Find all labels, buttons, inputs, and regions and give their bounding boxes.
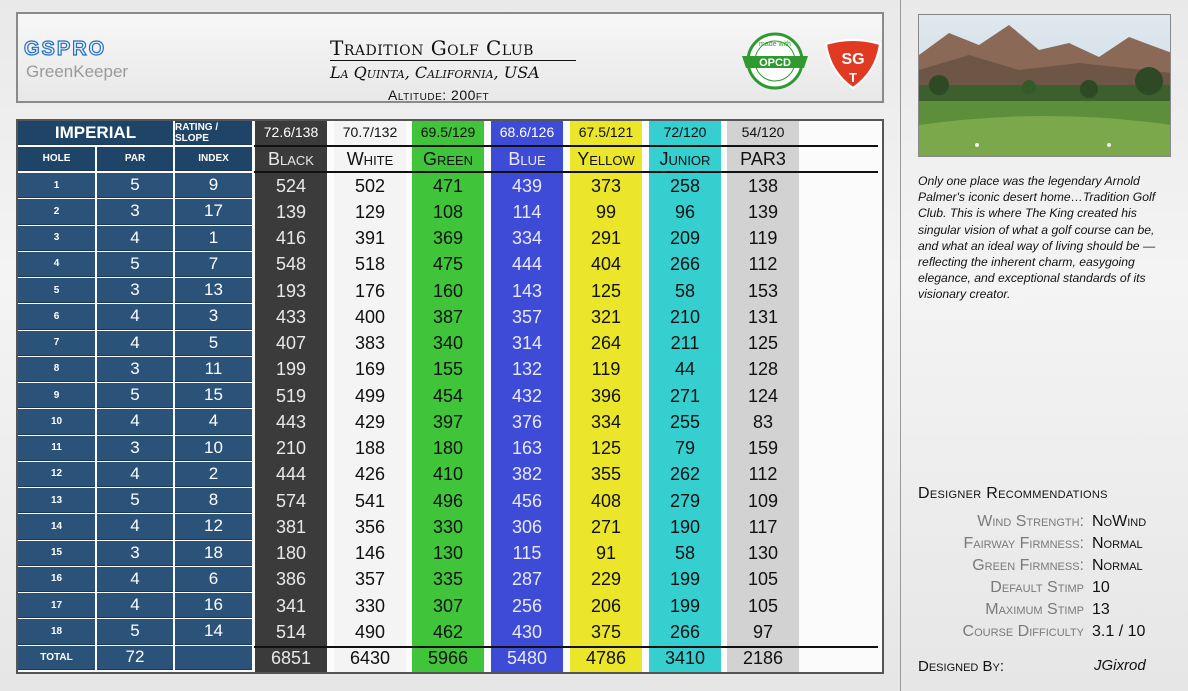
hole-number: 8 [18, 357, 95, 382]
hole-yardage: 125 [747, 333, 779, 354]
hole-yardage: 396 [590, 385, 622, 406]
hole-par: 3 [97, 541, 173, 566]
hole-yardage: 210 [669, 306, 701, 327]
hole-yardage: 376 [511, 411, 543, 432]
hole-par: 4 [97, 514, 173, 539]
hole-index: 9 [175, 173, 252, 198]
hole-yardage: 387 [432, 306, 464, 327]
hole-index: 15 [175, 383, 252, 408]
hole-yardage: 112 [748, 254, 778, 275]
gspro-logo: GSPRO [24, 38, 107, 60]
hole-yardage: 199 [275, 359, 307, 380]
hole-number: 13 [18, 488, 95, 513]
hole-yardage: 314 [511, 333, 543, 354]
hole-number: 7 [18, 331, 95, 356]
hole-index: 6 [175, 567, 252, 592]
recommendation-row [918, 579, 1168, 601]
hole-par: 4 [97, 567, 173, 592]
hole-yardage: 266 [669, 254, 701, 275]
hole-yardage: 124 [747, 385, 779, 406]
hole-yardage: 271 [590, 516, 622, 537]
recommendation-label: Course Difficulty [962, 623, 1084, 640]
hole-yardage: 340 [432, 333, 464, 354]
hole-index: 2 [175, 462, 252, 487]
hole-yardage: 383 [354, 333, 386, 354]
hole-yardage: 115 [512, 543, 542, 564]
hole-yardage: 430 [511, 621, 543, 642]
hole-par: 3 [97, 278, 173, 303]
hole-yardage: 58 [674, 280, 696, 301]
hole-yardage: 471 [432, 175, 464, 196]
hole-par: 4 [97, 331, 173, 356]
hole-yardage: 159 [747, 438, 779, 459]
hole-yardage: 391 [354, 228, 386, 249]
recommendation-row [918, 535, 1168, 557]
tee-total-yardage: 2186 [742, 648, 784, 668]
recommendation-row [918, 557, 1168, 579]
hole-yardage: 410 [432, 464, 464, 485]
hole-index: 16 [175, 593, 252, 618]
altitude: Altitude: 200ft [388, 87, 490, 103]
hole-par: 3 [97, 436, 173, 461]
imperial-label: IMPERIAL [18, 121, 173, 145]
hole-par: 5 [97, 173, 173, 198]
hole-yardage: 432 [511, 385, 543, 406]
hole-number: 15 [18, 541, 95, 566]
tee-rating-slope: 67.5/121 [570, 121, 642, 143]
hole-yardage: 199 [669, 595, 701, 616]
hole-yardage: 519 [275, 385, 307, 406]
recommendation-value: Normal [1092, 557, 1143, 574]
hole-index: 11 [175, 357, 252, 382]
hole-yardage: 369 [432, 228, 464, 249]
index-column-header: INDEX [175, 147, 252, 171]
tee-total-yardage: 5966 [427, 648, 469, 668]
header-banner [16, 12, 884, 103]
hole-number: 3 [18, 226, 95, 251]
hole-yardage: 119 [591, 359, 621, 380]
recommendation-label: Wind Strength: [977, 513, 1084, 530]
hole-par: 5 [97, 383, 173, 408]
tee-rating-slope: 72/120 [649, 121, 721, 143]
hole-par: 5 [97, 488, 173, 513]
hole-yardage: 125 [590, 438, 622, 459]
hole-yardage: 306 [511, 516, 543, 537]
hole-yardage: 496 [432, 490, 464, 511]
hole-yardage: 330 [432, 516, 464, 537]
total-index-blank [175, 646, 252, 670]
hole-yardage: 130 [432, 543, 464, 564]
hole-yardage: 335 [432, 569, 464, 590]
designer-name: JGixrod [1094, 657, 1146, 674]
tee-name: PAR3 [740, 148, 786, 169]
hole-yardage: 96 [674, 201, 696, 222]
hole-yardage: 44 [674, 359, 696, 380]
course-photo-image [919, 15, 1171, 157]
hole-yardage: 426 [354, 464, 386, 485]
hole-yardage: 83 [752, 411, 774, 432]
hole-yardage: 416 [275, 228, 307, 249]
hole-yardage: 490 [354, 621, 386, 642]
hole-yardage: 307 [432, 595, 464, 616]
hole-yardage: 433 [275, 306, 307, 327]
recommendation-value: NoWind [1092, 513, 1147, 530]
hole-yardage: 330 [354, 595, 386, 616]
recommendation-row [918, 601, 1168, 623]
hole-yardage: 163 [511, 438, 543, 459]
hole-yardage: 475 [432, 254, 464, 275]
hole-par: 3 [97, 357, 173, 382]
hole-number: 6 [18, 304, 95, 329]
hole-yardage: 193 [275, 280, 307, 301]
hole-yardage: 271 [669, 385, 701, 406]
hole-yardage: 266 [669, 621, 701, 642]
header-rule-bottom [254, 171, 878, 173]
hole-yardage: 153 [747, 280, 779, 301]
greenkeeper-logo: GreenKeeper [26, 62, 129, 81]
hole-par: 5 [97, 252, 173, 277]
tee-rating-slope: 69.5/129 [412, 121, 484, 143]
hole-yardage: 502 [354, 175, 386, 196]
hole-yardage: 91 [595, 543, 617, 564]
hole-yardage: 518 [354, 254, 386, 275]
hole-index: 5 [175, 331, 252, 356]
hole-yardage: 256 [511, 595, 543, 616]
tee-total-yardage: 4786 [585, 648, 627, 668]
hole-yardage: 404 [590, 254, 622, 275]
hole-yardage: 386 [275, 569, 307, 590]
opcd-top-text: made with [759, 41, 791, 48]
hole-yardage: 287 [511, 569, 543, 590]
hole-number: 12 [18, 462, 95, 487]
hole-yardage: 176 [354, 280, 386, 301]
hole-yardage: 291 [590, 228, 622, 249]
hole-yardage: 408 [590, 490, 622, 511]
hole-yardage: 180 [432, 438, 464, 459]
sgt-top-text: SG [841, 51, 865, 68]
hole-yardage: 381 [275, 516, 307, 537]
hole-yardage: 105 [747, 595, 779, 616]
hole-yardage: 382 [511, 464, 543, 485]
hole-yardage: 209 [669, 228, 701, 249]
tee-total-yardage: 6851 [270, 648, 312, 668]
hole-index: 18 [175, 541, 252, 566]
hole-yardage: 211 [670, 333, 700, 354]
hole-yardage: 99 [595, 201, 617, 222]
hole-yardage: 355 [590, 464, 622, 485]
hole-index: 17 [175, 199, 252, 224]
hole-yardage: 128 [747, 359, 779, 380]
tee-name: Green [422, 148, 474, 169]
sgt-badge-icon [822, 38, 884, 90]
hole-yardage: 146 [354, 543, 386, 564]
tee-rating-slope: 72.6/138 [255, 121, 327, 143]
tee-name: White [346, 148, 394, 169]
course-name: Tradition Golf Club [330, 36, 534, 60]
hole-par: 4 [97, 462, 173, 487]
hole-yardage: 188 [354, 438, 386, 459]
tee-name: Blue [508, 148, 546, 169]
hole-yardage: 400 [354, 306, 386, 327]
designed-by-label: Designed By: [918, 658, 1005, 675]
hole-yardage: 206 [590, 595, 622, 616]
hole-number: 1 [18, 173, 95, 198]
hole-yardage: 199 [669, 569, 701, 590]
hole-yardage: 139 [275, 201, 307, 222]
hole-par: 4 [97, 226, 173, 251]
hole-number: 14 [18, 514, 95, 539]
hole-number: 17 [18, 593, 95, 618]
tee-rating-slope: 54/120 [727, 121, 799, 143]
recommendation-value: 10 [1092, 579, 1110, 596]
hole-yardage: 169 [354, 359, 386, 380]
hole-yardage: 548 [275, 254, 307, 275]
hole-yardage: 108 [432, 201, 464, 222]
hole-number: 5 [18, 278, 95, 303]
hole-column-header: HOLE [18, 147, 95, 171]
hole-number: 10 [18, 409, 95, 434]
hole-yardage: 180 [275, 543, 307, 564]
hole-yardage: 117 [748, 516, 778, 537]
recommendation-value: 3.1 / 10 [1092, 623, 1146, 640]
hole-yardage: 97 [752, 621, 774, 642]
hole-par: 4 [97, 304, 173, 329]
opcd-text: OPCD [759, 57, 791, 69]
sgt-bottom-text: T [849, 70, 857, 85]
tee-name: Yellow [577, 148, 635, 169]
hole-yardage: 439 [511, 175, 543, 196]
hole-yardage: 574 [275, 490, 307, 511]
hole-yardage: 129 [354, 201, 386, 222]
header-rule-top [254, 145, 878, 147]
total-label: TOTAL [18, 646, 95, 670]
hole-yardage: 462 [432, 621, 464, 642]
course-location: La Quinta, California, USA [330, 63, 540, 82]
hole-yardage: 264 [590, 333, 622, 354]
recommendation-label: Default Stimp [990, 579, 1084, 596]
recommendation-row [918, 513, 1168, 535]
hole-yardage: 109 [747, 490, 779, 511]
hole-yardage: 397 [432, 411, 464, 432]
hole-yardage: 541 [354, 490, 386, 511]
hole-yardage: 132 [511, 359, 543, 380]
hole-number: 9 [18, 383, 95, 408]
hole-yardage: 79 [674, 438, 696, 459]
hole-yardage: 143 [511, 280, 543, 301]
hole-yardage: 139 [747, 201, 779, 222]
hole-yardage: 210 [275, 438, 307, 459]
hole-yardage: 321 [590, 306, 622, 327]
opcd-badge-icon [740, 32, 810, 90]
hole-yardage: 499 [354, 385, 386, 406]
hole-yardage: 454 [432, 385, 464, 406]
title-divider [330, 60, 576, 61]
hole-yardage: 105 [747, 569, 779, 590]
hole-yardage: 229 [590, 569, 622, 590]
hole-yardage: 258 [669, 175, 701, 196]
recommendation-label: Green Firmness: [972, 557, 1084, 574]
hole-yardage: 524 [275, 175, 307, 196]
hole-yardage: 131 [747, 306, 779, 327]
hole-yardage: 279 [669, 490, 701, 511]
recommendation-value: Normal [1092, 535, 1143, 552]
tee-total-yardage: 5480 [506, 648, 548, 668]
hole-number: 2 [18, 199, 95, 224]
hole-yardage: 334 [511, 228, 543, 249]
hole-number: 11 [18, 436, 95, 461]
tee-rating-slope: 68.6/126 [491, 121, 563, 143]
hole-yardage: 444 [275, 464, 307, 485]
hole-yardage: 375 [590, 621, 622, 642]
tee-rating-slope: 70.7/132 [334, 121, 406, 143]
course-photo [918, 14, 1171, 157]
hole-yardage: 443 [275, 411, 307, 432]
recommendation-value: 13 [1092, 601, 1110, 618]
hole-index: 12 [175, 514, 252, 539]
hole-par: 4 [97, 593, 173, 618]
hole-yardage: 255 [669, 411, 701, 432]
rating-slope-label: RATING / SLOPE [175, 121, 252, 145]
hole-par: 4 [97, 409, 173, 434]
recommendation-row [918, 623, 1168, 645]
hole-number: 16 [18, 567, 95, 592]
hole-yardage: 407 [275, 333, 307, 354]
tee-total-yardage: 6430 [349, 648, 391, 668]
hole-yardage: 357 [511, 306, 543, 327]
hole-yardage: 373 [590, 175, 622, 196]
hole-index: 1 [175, 226, 252, 251]
recommendations-title: Designer Recommendations [918, 485, 1108, 502]
hole-yardage: 357 [354, 569, 386, 590]
hole-yardage: 341 [275, 595, 307, 616]
hole-index: 14 [175, 619, 252, 644]
hole-yardage: 444 [511, 254, 543, 275]
hole-yardage: 356 [354, 516, 386, 537]
par-column-header: PAR [97, 147, 173, 171]
hole-par: 5 [97, 619, 173, 644]
hole-yardage: 58 [674, 543, 696, 564]
hole-index: 10 [175, 436, 252, 461]
total-rule [254, 646, 878, 648]
recommendation-label: Fairway Firmness: [963, 535, 1084, 552]
course-description: Only one place was the legendary Arnold Palmer's iconic desert home…Tradition Golf Club. This is where The King created his singular vision of what a golf course can be, and what an ideal way of living should be — reflecting the inherent charm, easygoing elegance, and exceptional standards of its visionary creator. [918, 174, 1156, 302]
hole-index: 13 [175, 278, 252, 303]
hole-index: 7 [175, 252, 252, 277]
hole-yardage: 114 [512, 201, 542, 222]
hole-yardage: 125 [590, 280, 622, 301]
tee-name: Junior [659, 148, 711, 169]
hole-index: 4 [175, 409, 252, 434]
hole-yardage: 429 [354, 411, 386, 432]
hole-yardage: 190 [669, 516, 701, 537]
hole-index: 3 [175, 304, 252, 329]
hole-yardage: 160 [432, 280, 464, 301]
tee-name: Black [268, 148, 314, 169]
hole-yardage: 514 [275, 621, 307, 642]
hole-number: 4 [18, 252, 95, 277]
hole-yardage: 138 [747, 175, 779, 196]
hole-yardage: 334 [590, 411, 622, 432]
total-par: 72 [97, 646, 173, 670]
hole-yardage: 155 [432, 359, 464, 380]
hole-number: 18 [18, 619, 95, 644]
hole-par: 3 [97, 199, 173, 224]
hole-yardage: 119 [748, 228, 778, 249]
hole-yardage: 112 [748, 464, 778, 485]
hole-yardage: 130 [747, 543, 779, 564]
recommendation-label: Maximum Stimp [985, 601, 1084, 618]
tee-total-yardage: 3410 [664, 648, 706, 668]
hole-index: 8 [175, 488, 252, 513]
hole-yardage: 262 [669, 464, 701, 485]
hole-yardage: 456 [511, 490, 543, 511]
